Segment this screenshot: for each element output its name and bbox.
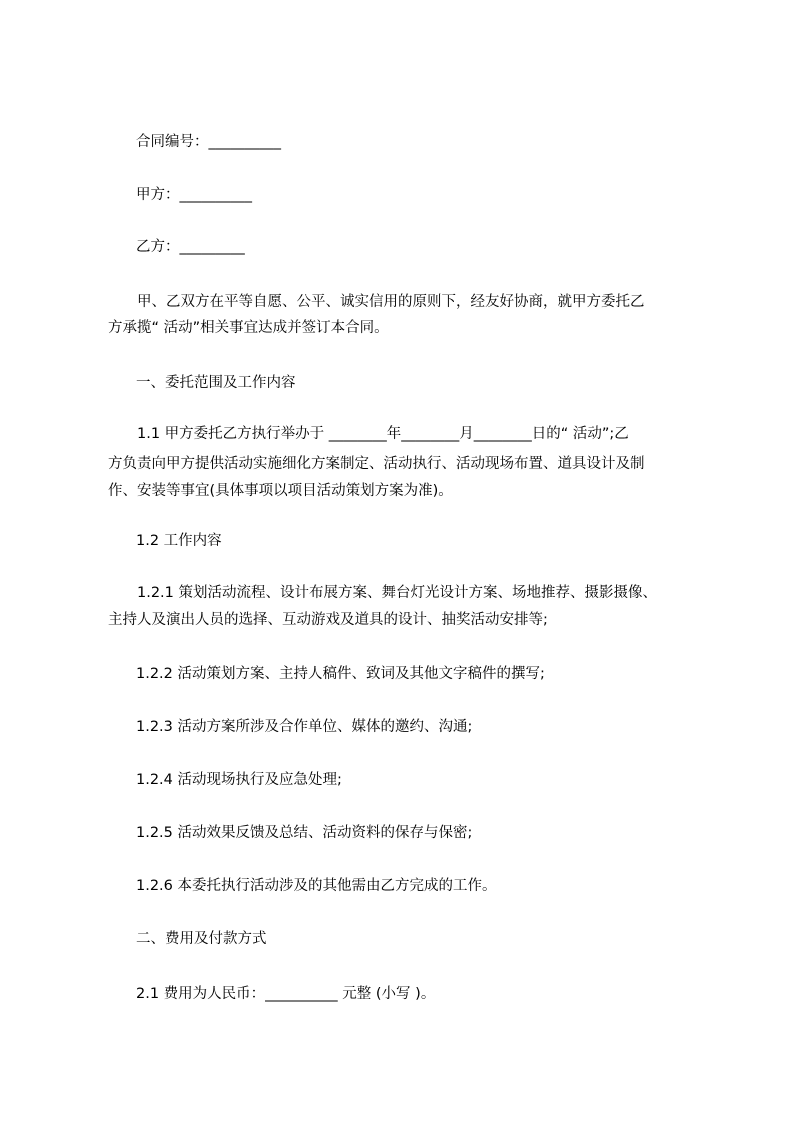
party-a-blank: __________ [179,187,252,203]
clause-1-2-4: 1.2.4 活动现场执行及应急处理; [136,772,342,788]
clause-2-1-line [136,984,435,1004]
clause-1-1-line-2: 方负责向甲方提供活动实施细化方案制定、活动执行、活动现场布置、道具设计及制 [108,456,645,472]
contract-number-blank: __________ [208,134,281,150]
clause-1-1-line-1: 1.1 甲方委托乙方执行举办于 ________年________月________日的“ 活动”;乙 [137,426,629,442]
intro-line-1: 甲、乙双方在平等自愿、公平、诚实信用的原则下，经友好协商，就甲方委托乙 [137,294,645,310]
party-b-label: 乙方： [136,239,180,255]
section-2-title: 二、费用及付款方式 [136,931,267,947]
clause-2-1-suffix: 元整 (小写 )。 [337,986,436,1002]
party-a-label: 甲方： [136,187,180,203]
clause-1-2-3: 1.2.3 活动方案所涉及合作单位、媒体的邀约、沟通; [136,719,473,735]
contract-number-line [136,132,281,152]
clause-1-2-title: 1.2 工作内容 [136,533,222,549]
intro-line-2: 方承揽“ 活动”相关事宜达成并签订本合同。 [108,320,389,336]
clause-1-2-1-line-2: 主持人及演出人员的选择、互动游戏及道具的设计、抽奖活动安排等; [108,612,548,628]
clause-1-1-line-3: 作、安装等事宜(具体事项以项目活动策划方案为准)。 [108,483,453,499]
clause-1-2-2: 1.2.2 活动策划方案、主持人稿件、致词及其他文字稿件的撰写; [136,666,545,682]
clause-1-2-1-line-1: 1.2.1 策划活动流程、设计布展方案、舞台灯光设计方案、场地推荐、摄影摄像、 [137,585,658,601]
clause-2-1-blank: __________ [265,986,338,1002]
clause-1-2-5: 1.2.5 活动效果反馈及总结、活动资料的保存与保密; [136,825,473,841]
clause-2-1-prefix: 2.1 费用为人民币： [136,986,266,1002]
party-b-line [136,237,245,257]
party-a-line [136,185,252,205]
contract-number-label: 合同编号： [136,134,209,150]
clause-1-2-6: 1.2.6 本委托执行活动涉及的其他需由乙方完成的工作。 [136,878,497,894]
section-1-title: 一、委托范围及工作内容 [136,375,296,391]
party-b-blank: _________ [179,239,245,255]
